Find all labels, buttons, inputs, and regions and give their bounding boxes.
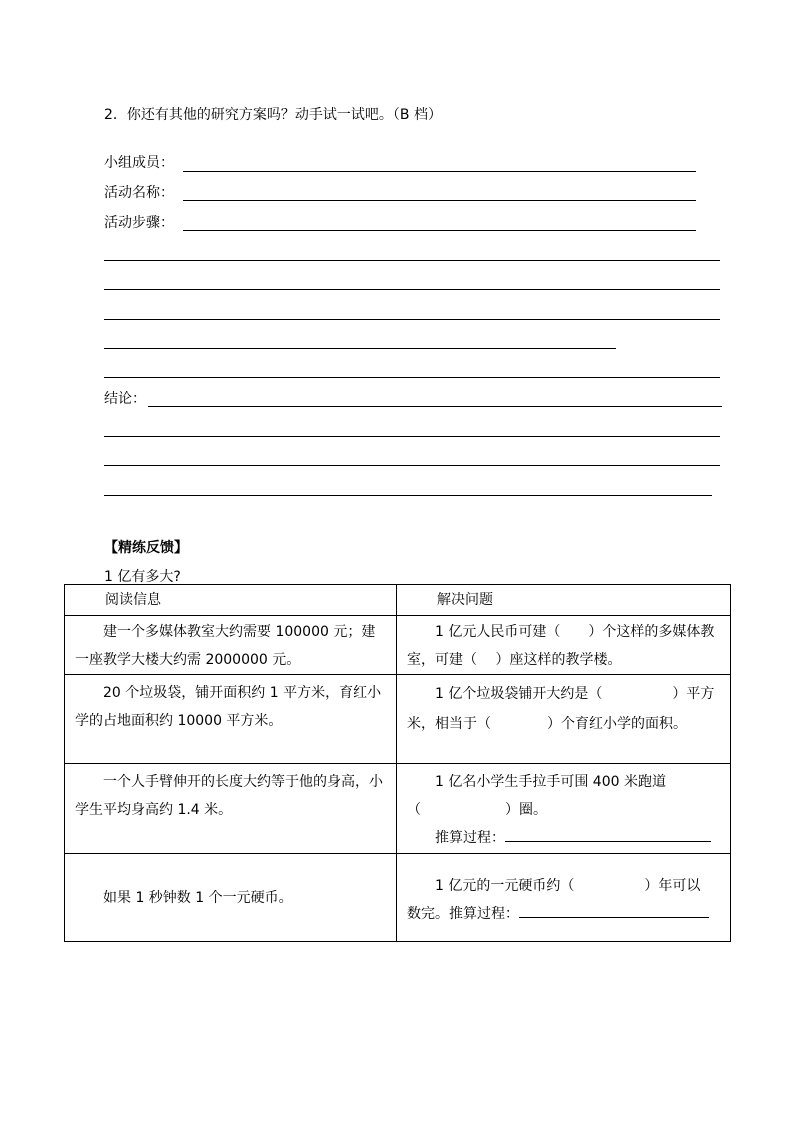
table-header-row <box>65 585 731 616</box>
conclusion-line-2[interactable] <box>104 465 720 466</box>
row2-info: 20 个垃圾袋，铺开面积约 1 平方米，育红小学的占地面积约 10000 平方米。 <box>65 675 397 764</box>
steps-line-5[interactable] <box>104 377 720 378</box>
row4-process-label: 推算过程： <box>449 906 519 922</box>
section-title: 【精练反馈】 <box>104 540 188 556</box>
question-text: 2．你还有其他的研究方案吗？动手试一试吧。（B 档） <box>104 107 442 123</box>
steps-line-3[interactable] <box>104 319 720 320</box>
activity-steps-input-line[interactable] <box>183 230 696 231</box>
activity-name-label: 活动名称： <box>104 185 174 201</box>
activity-steps-label: 活动步骤： <box>104 215 174 231</box>
conclusion-input-line[interactable] <box>148 406 722 407</box>
steps-line-2[interactable] <box>104 289 720 290</box>
table-row <box>65 675 731 764</box>
row4-problem[interactable]: 1 亿元的一元硬币约（ ）年可以 <box>435 878 701 894</box>
header-reading-info: 阅读信息 <box>65 585 397 616</box>
row2-problem[interactable]: 1 亿个垃圾袋铺开大约是（ ）平方米，相当于（ ）个育红小学的面积。 <box>397 675 731 764</box>
row4-process <box>407 900 720 928</box>
row4-problem-cell <box>397 854 731 942</box>
row4-problem-tail: 数完。 <box>407 906 449 922</box>
row3-process <box>407 824 720 852</box>
conclusion-line-3[interactable] <box>104 495 712 496</box>
row3-problem-cell <box>397 764 731 854</box>
sub-title: 1 亿有多大? <box>104 569 181 585</box>
table-row <box>65 764 731 854</box>
conclusion-line-1[interactable] <box>104 436 720 437</box>
row1-problem[interactable]: 1 亿元人民币可建（ ）个这样的多媒体教室，可建（ ）座这样的教学楼。 <box>397 616 731 675</box>
row1-info: 建一个多媒体教室大约需要 100000 元；建一座教学大楼大约需 2000000 元。 <box>65 616 397 675</box>
info-table <box>64 584 731 942</box>
row4-process-line[interactable] <box>519 903 709 918</box>
conclusion-label: 结论： <box>104 391 146 407</box>
row3-info: 一个人手臂伸开的长度大约等于他的身高，小学生平均身高约 1.4 米。 <box>65 764 397 854</box>
header-solve-problem: 解决问题 <box>397 585 731 616</box>
row3-process-label: 推算过程： <box>435 830 505 846</box>
members-label: 小组成员： <box>104 155 174 171</box>
row3-process-line[interactable] <box>505 827 711 842</box>
steps-line-4[interactable] <box>104 348 616 349</box>
members-input-line[interactable] <box>183 171 696 172</box>
table-row <box>65 854 731 942</box>
steps-line-1[interactable] <box>104 260 720 261</box>
row3-problem[interactable]: 1 亿名小学生手拉手可围 400 米跑道（ ）圈。 <box>407 774 666 818</box>
row4-info: 如果 1 秒钟数 1 个一元硬币。 <box>65 854 397 942</box>
activity-name-input-line[interactable] <box>183 200 696 201</box>
table-row <box>65 616 731 675</box>
